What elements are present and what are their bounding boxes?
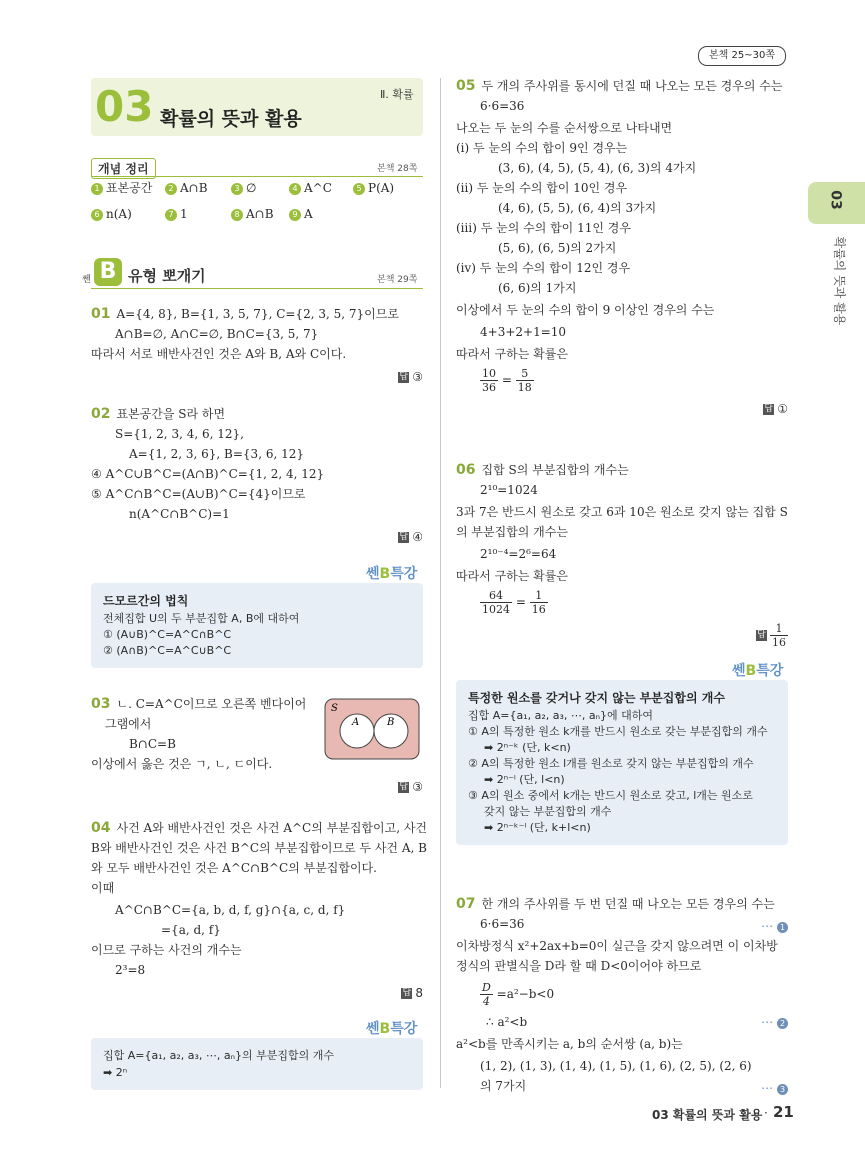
chapter-title: 확률의 뜻과 활용 (160, 108, 302, 130)
tip1-badge: 쎈B특강 (366, 566, 418, 582)
answer-06: 답 $\frac{1}{16}$ (757, 622, 786, 649)
type-section-rule (91, 288, 423, 289)
question-04: 04 사건 A와 배반사건인 것은 사건 A^C의 부분집합이고, 사건 B와 배반사건인 것은 사건 B^C의 부분집합이므로 두 사건 A, B 와 모두 배반사건인 것은 A^C∩B^C의 부분집합이다. 이때 A^C∩B^C={a, b, d, f, g}∩{a, c, d, f} ={a, d, f} 이므로 구하는 사건의 개수는 2³=8 답 8 (91, 820, 428, 1000)
concept-title: 개념 정리 (91, 158, 156, 179)
column-divider (440, 78, 441, 1088)
q07-discriminant: $\frac{D}{4}$ =a²−b<0 (482, 981, 555, 1008)
concept-ref: 본책 28쪽 (377, 164, 418, 174)
type-section-prefix: 쎈 (82, 275, 91, 285)
side-tab-num: 03 (827, 190, 844, 210)
type-section-letter: B (94, 258, 122, 286)
answer-01: 답 ③ (399, 370, 423, 384)
question-07: 07 한 개의 주사위를 두 번 던질 때 나오는 모든 경우의 수는 6·6=36 ⋯ 1 이차방정식 x²+2ax+b=0이 실근을 갖지 않으려면 이 이차방 정식의 판별식을 D라 할 때 D<0이어야 하므로 $\frac{D}{4}$ =a²−b<0 ∴ a²<b ⋯ 2 a²<b를 만족시키는 a, b의 순서쌍 (a, b)는 (1, 2), (1, 3), (1, 4), (1, 5), (1, 6), (2, 5), (2, 6) 의 7가지 ⋯ 3 (456, 896, 788, 1096)
question-01: 01 A={4, 8}, B={1, 3, 5, 7}, C={2, 3, 5, 7}이므로 A∩B=∅, A∩C=∅, B∩C={3, 5, 7} 따라서 서로 배반사건인 것은 A와 B, A와 C이다. 답 ③ (91, 306, 423, 384)
page-number: 21 (773, 1103, 794, 1121)
venn-diagram (324, 698, 420, 760)
question-06: 06 집합 S의 부분집합의 개수는 2¹⁰=1024 3과 7은 반드시 원소로 갖고 6과 10은 원소로 갖지 않는 집합 S 의 부분집합의 개수는 2¹⁰⁻⁴=2⁶=64 따라서 구하는 확률은 $\frac{64}{1024}$ = $\frac{1}{16}$ 답 $\frac{1}{16}$ (456, 462, 788, 649)
tip3-badge: 쎈B특강 (732, 663, 784, 679)
q05-fraction: $\frac{10}{36}$ = $\frac{5}{18}$ (482, 367, 532, 394)
side-tab-text: 확률의 뜻과 활용 (832, 236, 847, 326)
chapter-number: 03 (95, 82, 154, 131)
answer-04: 답 8 (402, 986, 423, 1000)
step-2: ⋯ 2 (761, 1014, 788, 1030)
tip1-box: 드모르간의 법칙 전체집합 U의 두 부분집합 A, B에 대하여 ① (A∪B)^C=A^C∩B^C ② (A∩B)^C=A^C∪B^C (91, 583, 423, 668)
question-02: 02 표본공간을 S라 하면 S={1, 2, 3, 4, 6, 12}, A={1, 2, 3, 6}, B={3, 6, 12} ④ A^C∪B^C=(A∩B)^C={1, 2, 4, 12} ⑤ A^C∩B^C=(A∪B)^C={4}이므로 n(A^C∩B^C)=1 답 ④ (91, 406, 423, 544)
question-03: 03 ㄴ. C=A^C이므로 오른쪽 벤다이어 그램에서 B∩C=B 이상에서 옳은 것은 ㄱ, ㄴ, ㄷ이다. 답 ③ (91, 696, 423, 794)
answer-05: 답 ① (764, 402, 788, 416)
type-section-title: 유형 뽀개기 (128, 267, 206, 285)
concept-rule (91, 176, 423, 177)
q06-fraction: $\frac{64}{1024}$ = $\frac{1}{16}$ (482, 589, 546, 616)
step-3: ⋯ 3 (761, 1080, 788, 1096)
chapter-part: Ⅱ. 확률 (380, 88, 414, 101)
tip2-box: 집합 A={a₁, a₂, a₃, ⋯, aₙ}의 부분집합의 개수 ➡ 2ⁿ (91, 1038, 423, 1090)
venn-label-s: S (331, 703, 338, 714)
venn-label-b: B (387, 717, 395, 728)
venn-label-a: A (352, 717, 360, 728)
type-section-ref: 본책 29쪽 (377, 275, 418, 285)
tip2-badge: 쎈B특강 (366, 1021, 418, 1037)
tip3-box: 특정한 원소를 갖거나 갖지 않는 부분집합의 개수 집합 A={a₁, a₂, a₃, ⋯, aₙ}에 대하여 ① A의 특정한 원소 k개를 반드시 원소로 갖는 부분집합의 개수 ➡ 2ⁿ⁻ᵏ (단, k<n) ② A의 특정한 원소 l개를 원소로 갖지 않는 부분집합의 개수 ➡ 2ⁿ⁻ˡ (단, l<n) ③ A의 원소 중에서 k개는 반드시 원소로 갖고, l개는 원소로 갖지 않는 부분집합의 개수 ➡ 2ⁿ⁻ᵏ⁻ˡ (단, k+l<n) (456, 680, 788, 845)
footer-title: 03 확률의 뜻과 활용 (652, 1108, 763, 1122)
question-05: 05 두 개의 주사위를 동시에 던질 때 나오는 모든 경우의 수는 6·6=36 나오는 두 눈의 수를 순서쌍으로 나타내면 (ⅰ) 두 눈의 수의 합이 9인 경우는 (3, 6), (4, 5), (5, 4), (6, 3)의 4가지 (ⅱ) 두 눈의 수의 합이 10인 경우 (4, 6), (5, 5), (6, 4)의 3가지 (ⅲ) 두 눈의 수의 합이 11인 경우 (5, 6), (6, 5)의 2가지 (ⅳ) 두 눈의 수의 합이 12인 경우 (6, 6)의 1가지 이상에서 두 눈의 수의 합이 9 이상인 경우의 수는 4+3+2+1=10 따라서 구하는 확률은 $\frac{10}{36}$ = $\frac{5}{18}$ 답 ① (456, 78, 788, 416)
header-pill: 본책 25~30쪽 (698, 46, 786, 66)
step-1: ⋯ 1 (761, 918, 788, 934)
side-tab (808, 182, 865, 224)
answer-02: 답 ④ (399, 530, 423, 544)
footer-dot: · (764, 1106, 768, 1120)
answer-03: 답 ③ (399, 780, 423, 794)
